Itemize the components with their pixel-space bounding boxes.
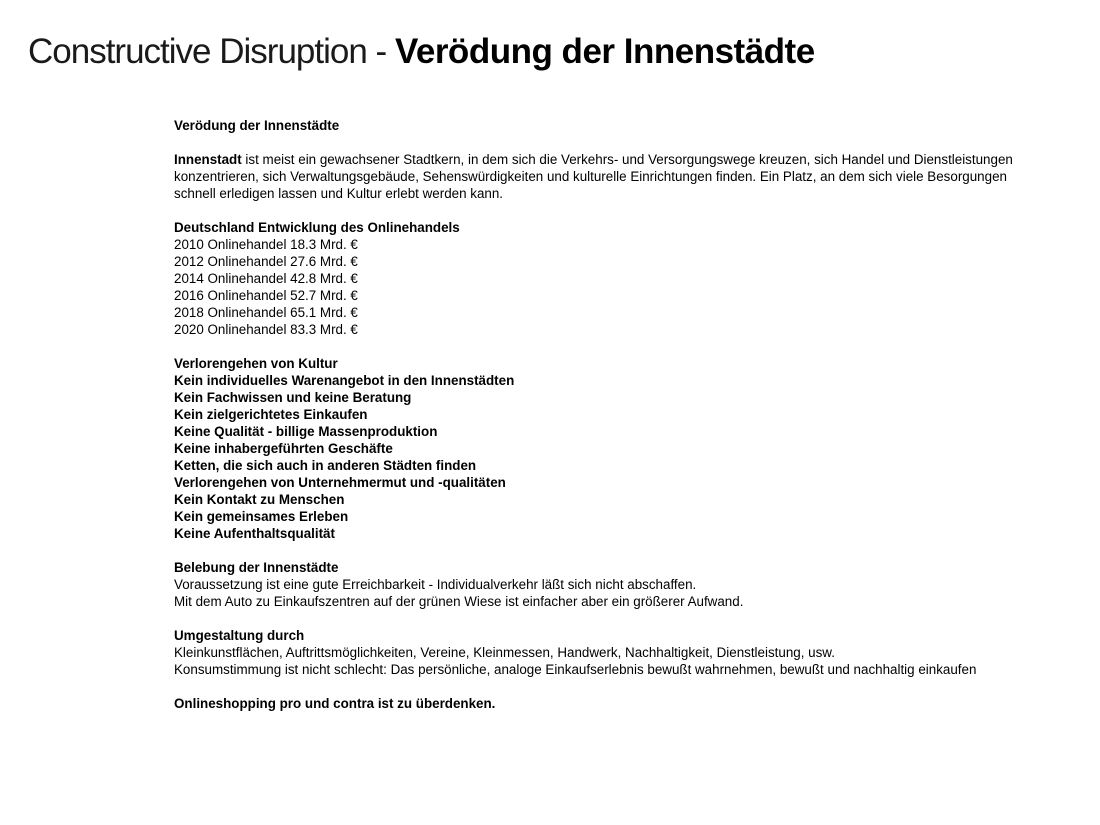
online-trade-item: 2018 Onlinehandel 65.1 Mrd. € <box>174 305 358 320</box>
online-trade-item: 2020 Onlinehandel 83.3 Mrd. € <box>174 322 358 337</box>
loss-item: Kein individuelles Warenangebot in den Innenstädten <box>174 373 515 388</box>
intro-paragraph-line: schnell erledigen lassen und Kultur erlebt werden kann. <box>174 186 504 201</box>
document-body <box>174 117 1054 712</box>
page-title-series: Constructive Disruption <box>28 32 367 71</box>
loss-item: Kein gemeinsames Erleben <box>174 509 349 524</box>
spacer <box>174 610 1054 627</box>
spacer <box>174 542 1054 559</box>
spacer <box>174 338 1054 355</box>
section-heading: Verödung der Innenstädte <box>174 118 340 133</box>
loss-item: Verlorengehen von Kultur <box>174 356 338 371</box>
loss-item: Keine inhabergeführten Geschäfte <box>174 441 393 456</box>
redesign-heading: Umgestaltung durch <box>174 628 305 643</box>
intro-paragraph-line <box>174 151 1054 168</box>
page-title-topic: Verödung der Innenstädte <box>394 32 815 71</box>
loss-item: Verlorengehen von Unternehmermut und -qualitäten <box>174 475 506 490</box>
intro-paragraph-line: konzentrieren, sich Verwaltungsgebäude, Sehenswürdigkeiten und kulturelle Einrichtungen finden. Ein Platz, an dem sich viele Besorgungen <box>174 169 1007 184</box>
online-trade-item: 2016 Onlinehandel 52.7 Mrd. € <box>174 288 358 303</box>
loss-item: Kein Kontakt zu Menschen <box>174 492 345 507</box>
intro-text: ist meist ein gewachsener Stadtkern, in dem sich die Verkehrs- und Versorgungswege kreuzen, sich Handel und Dienstleistungen <box>241 152 1013 167</box>
loss-item: Keine Aufenthaltsqualität <box>174 526 335 541</box>
redesign-line: Konsumstimmung ist nicht schlecht: Das persönliche, analoge Einkaufserlebnis bewußt wahrnehmen, bewußt und nachhaltig einkaufen <box>174 662 977 677</box>
revival-line: Voraussetzung ist eine gute Erreichbarkeit - Individualverkehr läßt sich nicht abschaffen. <box>174 577 697 592</box>
spacer <box>174 202 1054 219</box>
loss-item: Kein zielgerichtetes Einkaufen <box>174 407 368 422</box>
revival-heading: Belebung der Innenstädte <box>174 560 339 575</box>
loss-item: Ketten, die sich auch in anderen Städten finden <box>174 458 477 473</box>
online-trade-item: 2010 Onlinehandel 18.3 Mrd. € <box>174 237 358 252</box>
spacer <box>174 134 1054 151</box>
page-title <box>28 30 815 74</box>
online-trade-item: 2012 Onlinehandel 27.6 Mrd. € <box>174 254 358 269</box>
loss-item: Keine Qualität - billige Massenproduktion <box>174 424 438 439</box>
loss-item: Kein Fachwissen und keine Beratung <box>174 390 412 405</box>
conclusion: Onlineshopping pro und contra ist zu überdenken. <box>174 696 496 711</box>
revival-line: Mit dem Auto zu Einkaufszentren auf der grünen Wiese ist einfacher aber ein größerer Aufwand. <box>174 594 744 609</box>
spacer <box>174 678 1054 695</box>
online-trade-item: 2014 Onlinehandel 42.8 Mrd. € <box>174 271 358 286</box>
redesign-line: Kleinkunstflächen, Auftrittsmöglichkeiten, Vereine, Kleinmessen, Handwerk, Nachhaltigkeit, Dienstleistung, usw. <box>174 645 835 660</box>
page-title-separator: - <box>375 32 387 71</box>
online-trade-heading: Deutschland Entwicklung des Onlinehandels <box>174 220 460 235</box>
intro-term: Innenstadt <box>174 152 242 167</box>
